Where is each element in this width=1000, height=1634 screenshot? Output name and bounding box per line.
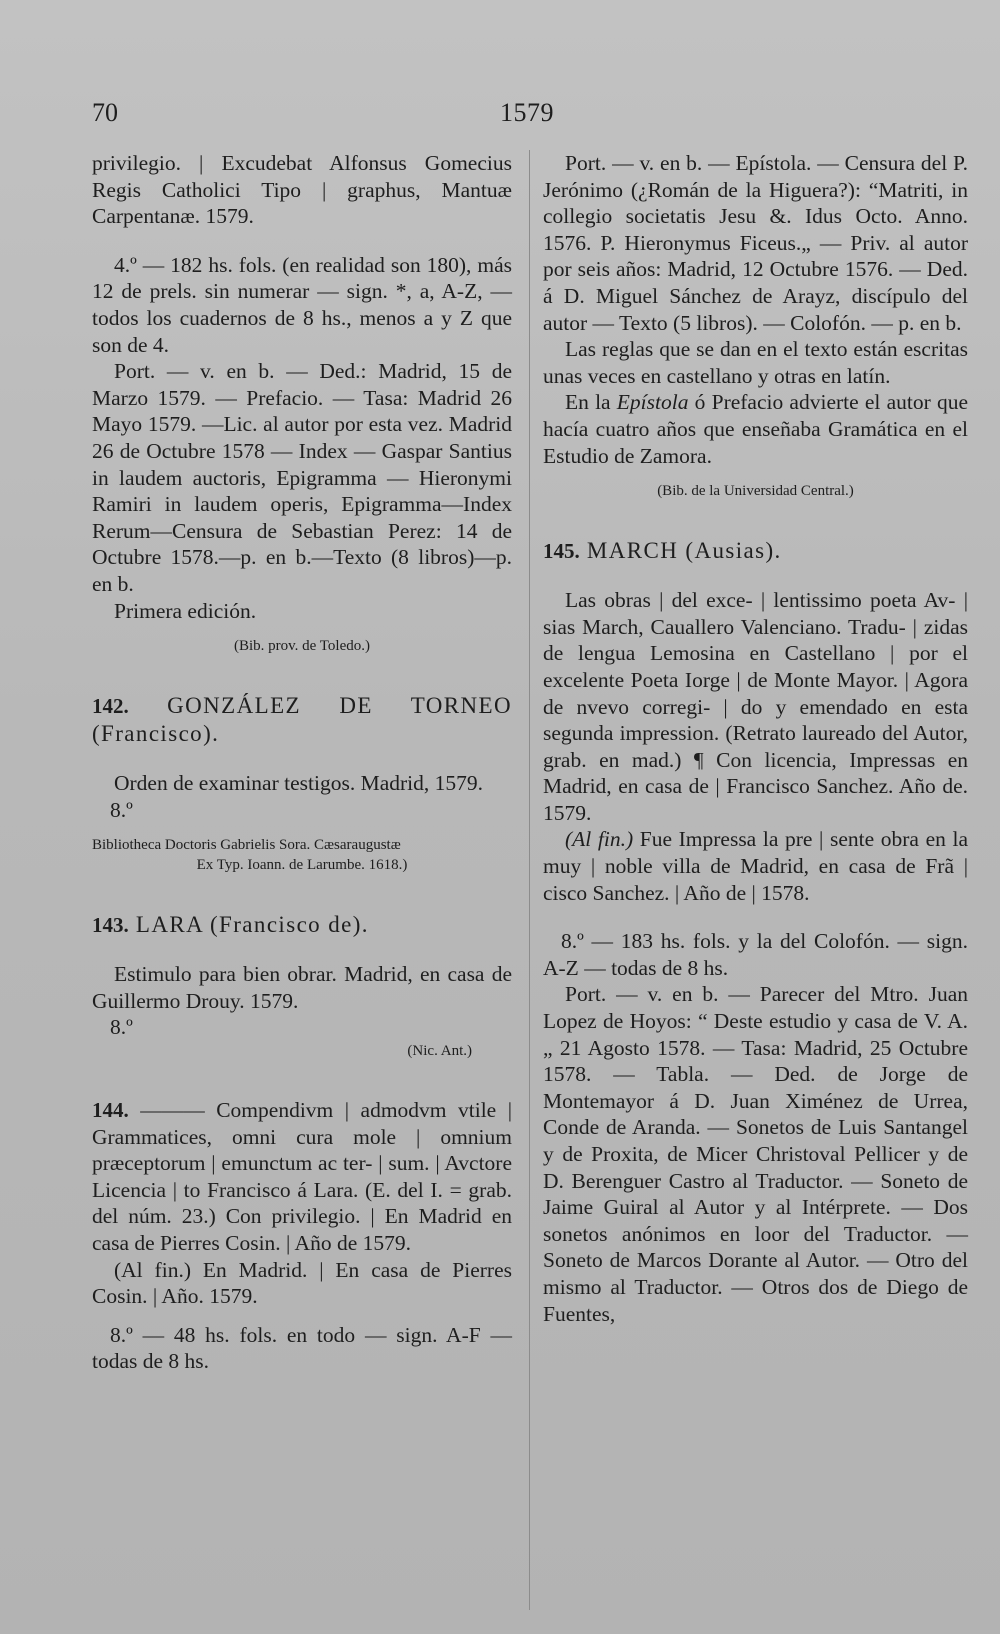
- entry-title: Las obras | del exce- | lentissimo poeta Av- | sias March, Cauallero Valenciano. Tradu- | zidas de lengua Lemosina en Castellano | por el excelente Poeta Iorge | de Monte Mayor. | Agora de nvevo corregi- | do y emendado en esta segunda impression. (Retrato laureado del Autor, grab. en mad.) ¶ Con licencia, Impressas en Madrid, en casa de | Francisco Sanchez. Año de. 1579.: [543, 588, 968, 825]
- entry-colophon: [543, 826, 968, 906]
- running-head: 1579: [500, 98, 554, 127]
- paragraph: Port. — v. en b. — Epístola. — Censura del P. Jerónimo (¿Román de la Higuera?): “Matriti, in collegio societatis Jesu &. Idus Octo. Anno. 1576. P. Hieronymus Ficeus.„ — Priv. al autor por seis años: Madrid, 12 Octubre 1576. — Ded. á D. Miguel Sánchez de Arayz, discípulo del autor — Texto (5 libros). — Colofón. — p. en b.: [543, 151, 968, 335]
- paragraph: privilegio. | Excudebat Alfonsus Gomecius Regis Catholici Tipo | graphus, Mantuæ Carpentanæ. 1579.: [92, 151, 512, 229]
- column-divider: [529, 150, 530, 1610]
- source-note: (Bib. de la Universidad Central.): [657, 483, 854, 500]
- entry-format: 8.º: [110, 1015, 133, 1040]
- entry-heading: [543, 537, 968, 565]
- entry-author: LARA (Francisco de).: [135, 912, 369, 938]
- entry-number: 142.: [92, 694, 129, 719]
- entry-author: GONZÁLEZ DE TORNEO (Francisco).: [92, 693, 512, 747]
- colophon-label: (Al fin.): [565, 827, 634, 852]
- entry-number: 143.: [92, 913, 129, 938]
- source-note: Ex Typ. Ioann. de Larumbe. 1618.): [196, 857, 408, 874]
- entry-author: MARCH (Ausias).: [586, 538, 782, 564]
- paragraph-text: ó Prefacio advierte el autor que hacía cuatro años que enseñaba Gramática en el Estudio de Zamora.: [543, 390, 968, 468]
- paragraph-text: En la: [565, 390, 617, 415]
- ditto-dash: ———: [140, 1098, 205, 1123]
- entry-title: [92, 1097, 512, 1257]
- entry-colophon: (Al fin.) En Madrid. | En casa de Pierres Cosin. | Año. 1579.: [92, 1257, 512, 1309]
- entry-number: 144.: [92, 1098, 129, 1123]
- source-note: Bibliotheca Doctoris Gabrielis Sora. Cæsaraugustæ: [92, 837, 401, 854]
- source-note: (Bib. prov. de Toledo.): [233, 638, 370, 655]
- entry-format: 8.º: [110, 797, 133, 822]
- paragraph: Port. — v. en b. — Ded.: Madrid, 15 de Marzo 1579. — Prefacio. — Tasa: Madrid 26 Mayo 1579. —Lic. al autor por esta vez. Madrid 26 de Octubre 1578 — Index — Gaspar Santius in laudem auctoris, Epigramma — Hieronymi Ramiri in laudem operis, Epigramma—Index Rerum—Censura de Sebastian Perez: 14 de Octubre 1578.—p. en b.—Texto (8 libros)—p. en b.: [92, 359, 512, 596]
- entry-format: 8.º — 48 hs. fols. en todo — sign. A-F — todas de 8 hs.: [92, 1322, 512, 1374]
- entry-heading: [92, 692, 512, 748]
- page-header: [0, 98, 1000, 138]
- italic-term: Epístola: [616, 390, 689, 415]
- entry-number: 145.: [543, 539, 580, 564]
- page-number: 70: [92, 98, 118, 127]
- right-column: [543, 150, 968, 1327]
- paragraph: [543, 389, 968, 469]
- entry-heading: [92, 911, 512, 939]
- source-note: (Nic. Ant.): [407, 1043, 472, 1060]
- paragraph: Las reglas que se dan en el texto están escritas unas veces en castellano y otras en latín.: [543, 337, 968, 388]
- entry-title: Estimulo para bien obrar. Madrid, en casa de Guillermo Drouy. 1579.: [92, 962, 512, 1013]
- paragraph: 4.º — 182 hs. fols. (en realidad son 180), más 12 de prels. sin numerar — sign. *, a, A-Z, — todos los cuadernos de 8 hs., menos a y Z que son de 4.: [92, 252, 512, 357]
- colophon-text: Fue Impressa la pre | sente obra en la muy | noble villa de Madrid, en casa de Frã | cisco Sanchez. | Año de | 1578.: [543, 827, 969, 905]
- paragraph: Primera edición.: [114, 598, 257, 623]
- entry-title-text: Compendivm | admodvm vtile | Grammatices, omni cura mole | omnium præceptorum | emunctum ac ter- | sum. | Avctore Licencia | to Francisco á Lara. (E. del I. = grab. del núm. 23.) Con privilegio. | En Madrid en casa de Pierres Cosin. | Año de 1579.: [92, 1098, 512, 1256]
- entry-description: Port. — v. en b. — Parecer del Mtro. Juan Lopez de Hoyos: “ Deste estudio y casa de V. A. „ 21 Agosto 1578. — Tasa: Madrid, 25 Octubre 1578. — Tabla. — Ded. de Jorge de Montemayor á D. Juan Ximénez de Urrea, Conde de Aranda. — Sonetos de Luis Santangel y de Proxita, de Micer Christoval Pellicer y de D. Berenguer Castro al Traductor. — Soneto de Jaime Guiral al Autor y al Intérprete. — Dos sonetos anónimos en loor del Traductor. — Soneto de Marcos Dorante al Autor. — Otro del mismo al Traductor. — Otros dos de Diego de Fuentes,: [543, 982, 968, 1326]
- left-column: [92, 150, 512, 1375]
- entry-format: 8.º — 183 hs. fols. y la del Colofón. — sign. A-Z — todas de 8 hs.: [543, 929, 968, 980]
- entry-title: Orden de examinar testigos. Madrid, 1579.: [114, 771, 483, 796]
